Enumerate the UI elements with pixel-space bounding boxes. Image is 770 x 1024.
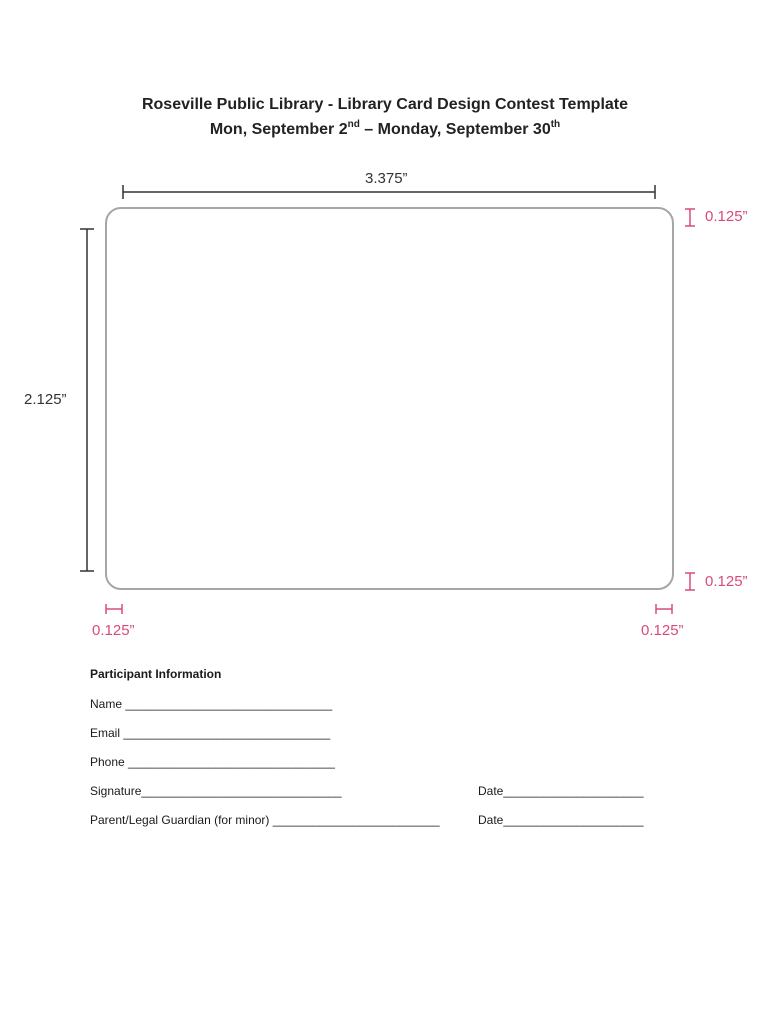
subtitle-sup-2: th <box>550 118 561 130</box>
phone-field[interactable]: Phone _______________________________ <box>90 755 335 769</box>
signature-field[interactable]: Signature______________________________ <box>90 784 342 798</box>
email-field[interactable]: Email _______________________________ <box>90 726 331 740</box>
name-field[interactable]: Name _______________________________ <box>90 697 333 711</box>
margin-top-right-label: 0.125” <box>705 208 748 225</box>
subtitle-start: Mon, September 2 <box>209 121 348 138</box>
signature-date-field[interactable]: Date_____________________ <box>478 784 644 798</box>
subtitle-end: – Monday, September 30 <box>359 121 551 138</box>
width-label: 3.375” <box>365 170 408 187</box>
margin-bottom-right-label: 0.125” <box>705 573 748 590</box>
height-label: 2.125” <box>24 391 67 408</box>
guardian-date-field[interactable]: Date_____________________ <box>478 813 644 827</box>
participant-heading: Participant Information <box>90 667 222 681</box>
page-subtitle <box>0 118 770 139</box>
margin-bottom-far-right-label: 0.125” <box>641 622 684 639</box>
guardian-field[interactable]: Parent/Legal Guardian (for minor) _________________________ <box>90 813 440 827</box>
margin-bottom-left-label: 0.125” <box>92 622 135 639</box>
page-title: Roseville Public Library - Library Card Design Contest Template <box>141 96 629 113</box>
subtitle-sup-1: nd <box>347 118 360 130</box>
card-design-area[interactable] <box>105 207 674 590</box>
